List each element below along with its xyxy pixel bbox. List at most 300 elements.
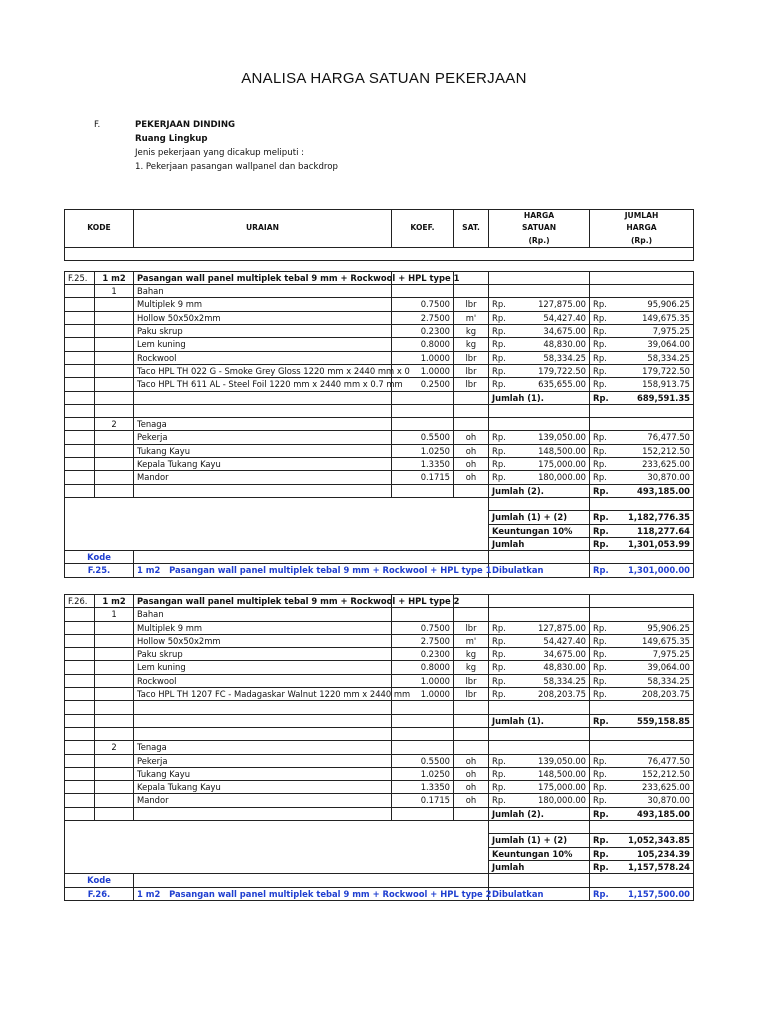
summary-code: F.25. (65, 564, 134, 577)
empty-cell (590, 741, 611, 754)
coefficient: 0.7500 (392, 621, 454, 634)
item-name: Tukang Kayu (134, 767, 392, 780)
unit: lbr (454, 378, 489, 391)
empty-cell (134, 727, 392, 740)
empty-cell (392, 727, 454, 740)
col-uraian: URAIAN (134, 210, 392, 248)
empty-cell (590, 418, 611, 431)
col-kode: KODE (65, 210, 134, 248)
subtotal-row (65, 714, 694, 727)
profit-value: 105,234.39 (611, 847, 694, 860)
item-name: Kepala Tukang Kayu (134, 781, 392, 794)
item-name: Rockwool (134, 351, 392, 364)
subtotal-value: 559,158.85 (611, 714, 694, 727)
scope-label: Ruang Lingkup (135, 134, 208, 144)
subtotal-label: Jumlah (2). (489, 807, 590, 820)
unit: oh (454, 431, 489, 444)
item-name: Pekerja (134, 754, 392, 767)
currency-label: Rp. (489, 621, 510, 634)
item-name: Paku skrup (134, 325, 392, 338)
empty-cell (510, 608, 590, 621)
subtotal-value: 689,591.35 (611, 391, 694, 404)
unit-price: 54,427.40 (510, 311, 590, 324)
currency-label: Rp. (590, 351, 611, 364)
empty-cell (454, 418, 489, 431)
line-item-row (65, 325, 694, 338)
currency-label: Rp. (590, 767, 611, 780)
empty-cell (611, 285, 694, 298)
empty-cell (134, 404, 392, 417)
unit-price: 208,203.75 (510, 688, 590, 701)
line-total: 158,913.75 (611, 378, 694, 391)
empty-cell (454, 404, 489, 417)
empty-cell (611, 741, 694, 754)
line-total: 58,334.25 (611, 351, 694, 364)
empty-cell (489, 701, 510, 714)
empty-cell (454, 714, 489, 727)
summary-row (65, 887, 694, 900)
coefficient: 0.2300 (392, 648, 454, 661)
unit: oh (454, 794, 489, 807)
group-number: 1 (95, 608, 134, 621)
item-name: Tukang Kayu (134, 444, 392, 457)
currency-label: Rp. (489, 688, 510, 701)
empty-cell (392, 391, 454, 404)
empty-cell (489, 821, 590, 834)
empty-cell (392, 701, 454, 714)
empty-cell (95, 688, 134, 701)
item-code: F.25. (65, 271, 95, 284)
total-label: Jumlah (1) + (2) (489, 834, 590, 847)
line-total: 152,212.50 (611, 444, 694, 457)
group-heading-row (65, 608, 694, 621)
col-sat: SAT. (454, 210, 489, 248)
unit: kg (454, 325, 489, 338)
unit-price: 34,675.00 (510, 325, 590, 338)
empty-cell (392, 404, 454, 417)
empty-cell (95, 767, 134, 780)
empty-cell (454, 727, 489, 740)
coefficient: 0.8000 (392, 661, 454, 674)
empty-cell (95, 727, 134, 740)
empty-cell (454, 701, 489, 714)
empty-cell (611, 418, 694, 431)
unit: lbr (454, 298, 489, 311)
currency-label: Rp. (590, 807, 611, 820)
blank-row (65, 727, 694, 740)
item-description: Pasangan wall panel multiplek tebal 9 mm + Rockwool + HPL type 1 (134, 271, 392, 284)
currency-label: Rp. (590, 781, 611, 794)
coefficient: 2.7500 (392, 634, 454, 647)
blank-row (65, 701, 694, 714)
line-total: 95,906.25 (611, 298, 694, 311)
empty-cell (95, 781, 134, 794)
currency-label: Rp. (489, 298, 510, 311)
item-name: Rockwool (134, 674, 392, 687)
currency-label: Rp. (590, 674, 611, 687)
empty-cell (611, 701, 694, 714)
coefficient: 2.7500 (392, 311, 454, 324)
unit: kg (454, 648, 489, 661)
section-letter: F. (94, 120, 101, 130)
empty-cell (65, 727, 95, 740)
empty-cell (611, 271, 694, 284)
line-item-row (65, 378, 694, 391)
empty-cell (95, 701, 134, 714)
group-heading-row (65, 741, 694, 754)
currency-label: Rp. (590, 378, 611, 391)
line-item-row (65, 471, 694, 484)
group-label: Tenaga (134, 741, 392, 754)
col-jumlah: JUMLAH HARGA (Rp.) (590, 210, 694, 248)
line-total: 208,203.75 (611, 688, 694, 701)
unit: kg (454, 661, 489, 674)
subtotal-label: Jumlah (1). (489, 714, 590, 727)
line-total: 179,722.50 (611, 364, 694, 377)
empty-cell (392, 608, 454, 621)
empty-cell (489, 551, 590, 564)
empty-cell (95, 458, 134, 471)
line-total: 30,870.00 (611, 794, 694, 807)
line-total: 39,064.00 (611, 338, 694, 351)
empty-cell (454, 807, 489, 820)
unit-price: 127,875.00 (510, 621, 590, 634)
empty-cell (392, 484, 454, 497)
empty-cell (65, 458, 95, 471)
empty-cell (134, 874, 489, 887)
line-item-row (65, 648, 694, 661)
item-name: Pekerja (134, 431, 392, 444)
empty-cell (590, 608, 611, 621)
line-item-row (65, 781, 694, 794)
currency-label: Rp. (590, 794, 611, 807)
subtotal-label: Jumlah (1). (489, 391, 590, 404)
empty-cell (65, 634, 95, 647)
empty-cell (590, 551, 694, 564)
totals-spacer (65, 821, 694, 834)
empty-cell (65, 621, 95, 634)
empty-cell (510, 404, 590, 417)
line-total: 152,212.50 (611, 767, 694, 780)
empty-cell (95, 431, 134, 444)
unit: lbr (454, 674, 489, 687)
unit-price: 148,500.00 (510, 767, 590, 780)
empty-cell (65, 754, 95, 767)
line-total: 30,870.00 (611, 471, 694, 484)
currency-label: Rp. (489, 431, 510, 444)
empty-cell (95, 325, 134, 338)
item-name: Taco HPL TH 1207 FC - Madagaskar Walnut 1220 mm x 2440 mm (134, 688, 392, 701)
total-value: 1,052,343.85 (611, 834, 694, 847)
unit-price: 148,500.00 (510, 444, 590, 457)
currency-label: Rp. (489, 444, 510, 457)
totals-spacer (65, 497, 694, 510)
group-heading-row (65, 285, 694, 298)
item-unit: 1 m2 (95, 271, 134, 284)
coefficient: 0.2500 (392, 378, 454, 391)
line-item-row (65, 338, 694, 351)
currency-label: Rp. (489, 364, 510, 377)
currency-label: Rp. (590, 391, 611, 404)
subtotal-value: 493,185.00 (611, 484, 694, 497)
group-label: Bahan (134, 285, 392, 298)
unit: lbr (454, 688, 489, 701)
section-name: PEKERJAAN DINDING (135, 120, 236, 130)
currency-label: Rp. (590, 847, 611, 860)
empty-cell (510, 418, 590, 431)
empty-cell (611, 608, 694, 621)
scope-item: 1. Pekerjaan pasangan wallpanel dan backdrop (135, 162, 338, 172)
empty-cell (95, 648, 134, 661)
page-title: ANALISA HARGA SATUAN PEKERJAAN (241, 70, 527, 87)
currency-label: Rp. (590, 458, 611, 471)
summary-description: 1 m2 Pasangan wall panel multiplek tebal 9 mm + Rockwool + HPL type 1 (134, 564, 489, 577)
line-total: 76,477.50 (611, 431, 694, 444)
col-koef: KOEF. (392, 210, 454, 248)
currency-label: Rp. (489, 325, 510, 338)
currency-label: Rp. (489, 311, 510, 324)
unit-price: 635,655.00 (510, 378, 590, 391)
empty-cell (95, 714, 134, 727)
empty-cell (590, 727, 611, 740)
empty-cell (454, 285, 489, 298)
empty-cell (65, 418, 95, 431)
line-item-row (65, 621, 694, 634)
empty-cell (95, 364, 134, 377)
line-total: 149,675.35 (611, 634, 694, 647)
totals-blank (65, 497, 489, 550)
unit-price: 127,875.00 (510, 298, 590, 311)
line-item-row (65, 351, 694, 364)
item-title-row (65, 271, 694, 284)
empty-cell (590, 285, 611, 298)
unit-price: 139,050.00 (510, 754, 590, 767)
line-total: 95,906.25 (611, 621, 694, 634)
empty-cell (489, 497, 590, 510)
spacer-row (65, 247, 694, 260)
empty-cell (65, 391, 95, 404)
empty-cell (65, 338, 95, 351)
empty-cell (134, 807, 392, 820)
empty-cell (95, 311, 134, 324)
summary-kode-label: Kode (65, 551, 134, 564)
empty-cell (489, 595, 510, 608)
empty-cell (489, 874, 590, 887)
summary-row (65, 564, 694, 577)
empty-cell (65, 298, 95, 311)
col-harga: HARGA SATUAN (Rp.) (489, 210, 590, 248)
scope-intro: Jenis pekerjaan yang dicakup meliputi : (135, 148, 305, 158)
empty-cell (489, 271, 510, 284)
unit-price: 48,830.00 (510, 661, 590, 674)
empty-cell (65, 351, 95, 364)
group-heading-row (65, 418, 694, 431)
currency-label: Rp. (590, 338, 611, 351)
item-name: Hollow 50x50x2mm (134, 311, 392, 324)
empty-cell (510, 701, 590, 714)
currency-label: Rp. (590, 634, 611, 647)
currency-label: Rp. (489, 648, 510, 661)
empty-cell (489, 608, 510, 621)
coefficient: 1.0250 (392, 444, 454, 457)
empty-cell (392, 285, 454, 298)
item-name: Taco HPL TH 611 AL - Steel Foil 1220 mm x 2440 mm x 0.7 mm (134, 378, 392, 391)
currency-label: Rp. (489, 781, 510, 794)
empty-cell (65, 741, 95, 754)
currency-label: Rp. (590, 444, 611, 457)
analysis-table-1 (64, 209, 694, 578)
item-name: Kepala Tukang Kayu (134, 458, 392, 471)
empty-cell (65, 688, 95, 701)
currency-label: Rp. (590, 364, 611, 377)
spacer-row (65, 260, 694, 271)
empty-cell (95, 674, 134, 687)
empty-cell (65, 767, 95, 780)
coefficient: 1.0000 (392, 351, 454, 364)
summary-kode-row (65, 551, 694, 564)
summary-kode-row (65, 874, 694, 887)
currency-label: Rp. (489, 767, 510, 780)
empty-cell (454, 484, 489, 497)
empty-cell (134, 714, 392, 727)
empty-cell (590, 874, 694, 887)
unit-price: 34,675.00 (510, 648, 590, 661)
line-total: 7,975.25 (611, 648, 694, 661)
unit-price: 139,050.00 (510, 431, 590, 444)
empty-cell (590, 271, 611, 284)
item-name: Lem kuning (134, 338, 392, 351)
rounded-label: Dibulatkan (489, 564, 590, 577)
empty-cell (95, 661, 134, 674)
line-total: 58,334.25 (611, 674, 694, 687)
empty-cell (134, 551, 489, 564)
currency-label: Rp. (590, 431, 611, 444)
currency-label: Rp. (590, 537, 611, 550)
subtotal-row (65, 484, 694, 497)
line-item-row (65, 311, 694, 324)
line-item-row (65, 767, 694, 780)
currency-label: Rp. (489, 378, 510, 391)
currency-label: Rp. (489, 458, 510, 471)
unit-price: 180,000.00 (510, 794, 590, 807)
subtotal-value: 493,185.00 (611, 807, 694, 820)
empty-cell (65, 378, 95, 391)
currency-label: Rp. (489, 674, 510, 687)
currency-label: Rp. (590, 311, 611, 324)
currency-label: Rp. (489, 634, 510, 647)
empty-cell (65, 648, 95, 661)
line-item-row (65, 444, 694, 457)
coefficient: 0.5500 (392, 431, 454, 444)
empty-cell (611, 404, 694, 417)
currency-label: Rp. (590, 860, 611, 873)
empty-cell (510, 595, 590, 608)
currency-label: Rp. (590, 524, 611, 537)
line-item-row (65, 431, 694, 444)
unit: oh (454, 444, 489, 457)
empty-cell (392, 741, 454, 754)
coefficient: 0.7500 (392, 298, 454, 311)
empty-cell (392, 418, 454, 431)
rounded-label: Dibulatkan (489, 887, 590, 900)
item-title-row (65, 595, 694, 608)
unit: lbr (454, 351, 489, 364)
line-item-row (65, 298, 694, 311)
currency-label: Rp. (590, 714, 611, 727)
empty-cell (392, 714, 454, 727)
empty-cell (65, 325, 95, 338)
item-name: Taco HPL TH 022 G - Smoke Grey Gloss 1220 mm x 2440 mm x 0 (134, 364, 392, 377)
currency-label: Rp. (590, 754, 611, 767)
empty-cell (65, 608, 95, 621)
line-total: 233,625.00 (611, 781, 694, 794)
coefficient: 1.0000 (392, 688, 454, 701)
empty-cell (65, 311, 95, 324)
empty-cell (95, 794, 134, 807)
empty-cell (590, 701, 611, 714)
empty-cell (95, 444, 134, 457)
item-name: Multiplek 9 mm (134, 298, 392, 311)
grand-total-label: Jumlah (489, 860, 590, 873)
empty-cell (489, 741, 510, 754)
summary-description: 1 m2 Pasangan wall panel multiplek tebal 9 mm + Rockwool + HPL type 2 (134, 887, 489, 900)
empty-cell (611, 727, 694, 740)
currency-label: Rp. (590, 834, 611, 847)
unit: oh (454, 458, 489, 471)
item-name: Hollow 50x50x2mm (134, 634, 392, 647)
grand-total-label: Jumlah (489, 537, 590, 550)
currency-label: Rp. (489, 754, 510, 767)
currency-label: Rp. (590, 887, 611, 900)
currency-label: Rp. (590, 564, 611, 577)
item-name: Paku skrup (134, 648, 392, 661)
empty-cell (95, 404, 134, 417)
item-name: Mandor (134, 471, 392, 484)
empty-cell (392, 807, 454, 820)
line-item-row (65, 754, 694, 767)
group-number: 1 (95, 285, 134, 298)
subtotal-row (65, 807, 694, 820)
unit: lbr (454, 621, 489, 634)
profit-label: Keuntungan 10% (489, 847, 590, 860)
unit-price: 175,000.00 (510, 781, 590, 794)
empty-cell (95, 484, 134, 497)
line-total: 39,064.00 (611, 661, 694, 674)
line-item-row (65, 458, 694, 471)
rounded-value: 1,157,500.00 (611, 887, 694, 900)
rounded-value: 1,301,000.00 (611, 564, 694, 577)
item-unit: 1 m2 (95, 595, 134, 608)
summary-code: F.26. (65, 887, 134, 900)
unit-price: 58,334.25 (510, 674, 590, 687)
subtotal-row (65, 391, 694, 404)
currency-label: Rp. (590, 484, 611, 497)
line-item-row (65, 674, 694, 687)
coefficient: 0.1715 (392, 794, 454, 807)
currency-label: Rp. (590, 471, 611, 484)
empty-cell (489, 404, 510, 417)
unit: oh (454, 471, 489, 484)
currency-label: Rp. (590, 688, 611, 701)
unit: oh (454, 754, 489, 767)
table-header (65, 210, 694, 248)
empty-cell (489, 418, 510, 431)
line-total: 233,625.00 (611, 458, 694, 471)
currency-label: Rp. (489, 661, 510, 674)
line-total: 7,975.25 (611, 325, 694, 338)
line-total: 149,675.35 (611, 311, 694, 324)
empty-cell (454, 741, 489, 754)
